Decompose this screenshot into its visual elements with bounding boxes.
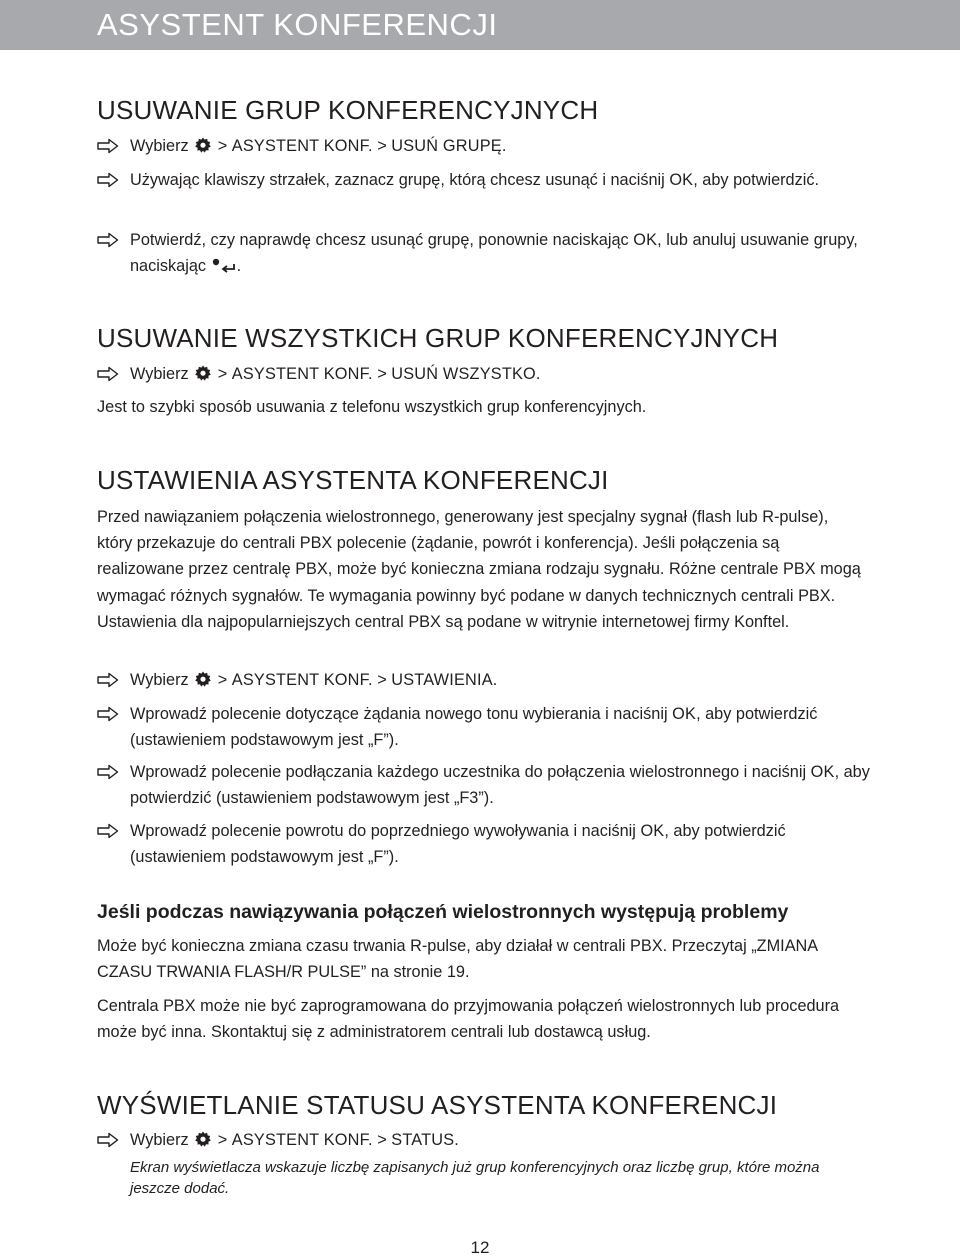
step-delete-group-2	[97, 167, 877, 193]
step-text: Wybierz	[130, 365, 189, 383]
gear-icon	[195, 137, 211, 153]
step-status-1	[97, 1127, 877, 1153]
step-settings-4	[97, 818, 877, 870]
arrow-right-outline-icon	[97, 232, 119, 248]
arrow-right-outline-icon	[97, 138, 119, 154]
step-settings-1	[97, 667, 877, 693]
menu-path-asystent: ASYSTENT KONF.	[231, 365, 373, 383]
step-text: Używając klawiszy strzałek, zaznacz grupę, którą chcesz usunąć i naciśnij	[130, 171, 665, 189]
key-ok: OK	[633, 231, 658, 249]
menu-separator: >	[217, 365, 228, 383]
key-ok: OK	[669, 171, 694, 189]
menu-separator: >	[377, 137, 387, 155]
step-text: Wprowadź polecenie dotyczące żądania nowego tonu wybierania i naciśnij	[130, 705, 668, 723]
step-delete-all-1	[97, 361, 877, 387]
punctuation: .	[501, 137, 507, 155]
step-text: , lub anuluj usuwanie grupy, naciskając	[130, 231, 858, 275]
arrow-right-outline-icon	[97, 823, 119, 839]
arrow-right-outline-icon	[97, 172, 119, 188]
key-ok: OK	[640, 822, 665, 840]
menu-path-delete-all: USUŃ WSZYSTKO	[391, 365, 536, 383]
step-text: , aby potwierdzić (ustawieniem podstawowym jest „F3”).	[130, 763, 870, 807]
settings-intro: Przed nawiązaniem połączenia wielostronnego, generowany jest specjalny sygnał (flash lub R-pulse), który przekazuje do centrali PBX polecenie (żądanie, powrót i konferencja). Jeśli połączenia są realizowane przez centralę PBX, może być konieczna zmiana rodzaju sygnału. Różne centrale PBX mogą wymagać różnych sygnałów. Te wymagania powinny być podane w danych technicznych centrali PBX. Ustawienia dla najpopularniejszych central PBX są podane w witrynie internetowej firmy Konftel.	[97, 508, 861, 631]
problems-paragraph-1: Może być konieczna zmiana czasu trwania R-pulse, aby działał w centrali PBX. Przeczytaj „ZMIANA CZASU TRWANIA FLASH/R PULSE” na stronie 19.	[97, 937, 818, 981]
menu-separator: >	[377, 365, 387, 383]
arrow-right-outline-icon	[97, 366, 119, 382]
menu-path-settings: USTAWIENIA	[391, 671, 493, 689]
punctuation: .	[535, 365, 541, 383]
punctuation: .	[236, 257, 242, 275]
arrow-right-outline-icon	[97, 1132, 119, 1148]
step-delete-group-1	[97, 133, 877, 159]
menu-separator: >	[217, 137, 228, 155]
page-number: 12	[470, 1238, 490, 1257]
gear-icon	[195, 671, 211, 687]
step-text: Wprowadź polecenie powrotu do poprzedniego wywoływania i naciśnij	[130, 822, 636, 840]
step-settings-2	[97, 701, 877, 753]
punctuation: .	[492, 671, 498, 689]
step-text: , aby potwierdzić.	[693, 171, 820, 189]
step-text: Wybierz	[130, 137, 189, 155]
key-ok: OK	[810, 763, 835, 781]
step-text: Wybierz	[130, 1131, 189, 1149]
section-title-status: WYŚWIETLANIE STATUSU ASYSTENTA KONFERENCJI	[97, 1090, 778, 1120]
step-settings-3	[97, 759, 877, 811]
header-bar	[0, 0, 960, 50]
page-header-title: ASYSTENT KONFERENCJI	[97, 7, 498, 42]
menu-path-asystent: ASYSTENT KONF.	[231, 671, 373, 689]
problems-paragraph-2: Centrala PBX może nie być zaprogramowana do przyjmowania połączeń wielostronnych lub procedura może być inna. Skontaktuj się z administratorem centrali lub dostawcą usług.	[97, 997, 840, 1041]
menu-separator: >	[217, 1131, 228, 1149]
menu-path-asystent: ASYSTENT KONF.	[231, 1131, 373, 1149]
note-delete-all: Jest to szybki sposób usuwania z telefonu wszystkich grup konferencyjnych.	[97, 398, 647, 416]
step-delete-group-3	[97, 227, 877, 279]
menu-separator: >	[377, 1131, 387, 1149]
menu-path-status: STATUS	[391, 1131, 455, 1149]
subsection-title-problems: Jeśli podczas nawiązywania połączeń wielostronnych występują problemy	[97, 901, 789, 923]
step-text: Wprowadź polecenie podłączania każdego uczestnika do połączenia wielostronnego i naciśnij	[130, 763, 807, 781]
step-text: , aby potwierdzić (ustawieniem podstawowym jest „F”).	[130, 705, 818, 749]
back-key-icon	[211, 258, 237, 274]
status-note: Ekran wyświetlacza wskazuje liczbę zapisanych już grup konferencyjnych oraz liczbę grup, które można jeszcze dodać.	[130, 1159, 820, 1197]
menu-path-asystent: ASYSTENT KONF.	[231, 137, 373, 155]
gear-icon	[195, 1131, 211, 1147]
step-text: Wybierz	[130, 671, 189, 689]
menu-separator: >	[377, 671, 387, 689]
menu-separator: >	[217, 671, 228, 689]
arrow-right-outline-icon	[97, 764, 119, 780]
section-title-settings: USTAWIENIA ASYSTENTA KONFERENCJI	[97, 465, 609, 495]
section-title-delete-group: USUWANIE GRUP KONFERENCYJNYCH	[97, 95, 599, 125]
punctuation: .	[454, 1131, 459, 1149]
key-ok: OK	[672, 705, 697, 723]
arrow-right-outline-icon	[97, 672, 119, 688]
arrow-right-outline-icon	[97, 706, 119, 722]
menu-path-delete-group: USUŃ GRUPĘ	[391, 137, 502, 155]
section-title-delete-all: USUWANIE WSZYSTKICH GRUP KONFERENCYJNYCH	[97, 323, 779, 353]
gear-icon	[195, 365, 211, 381]
step-text: , aby potwierdzić (ustawieniem podstawowym jest „F”).	[130, 822, 786, 866]
step-text: Potwierdź, czy naprawdę chcesz usunąć grupę, ponownie naciskając	[130, 231, 629, 249]
